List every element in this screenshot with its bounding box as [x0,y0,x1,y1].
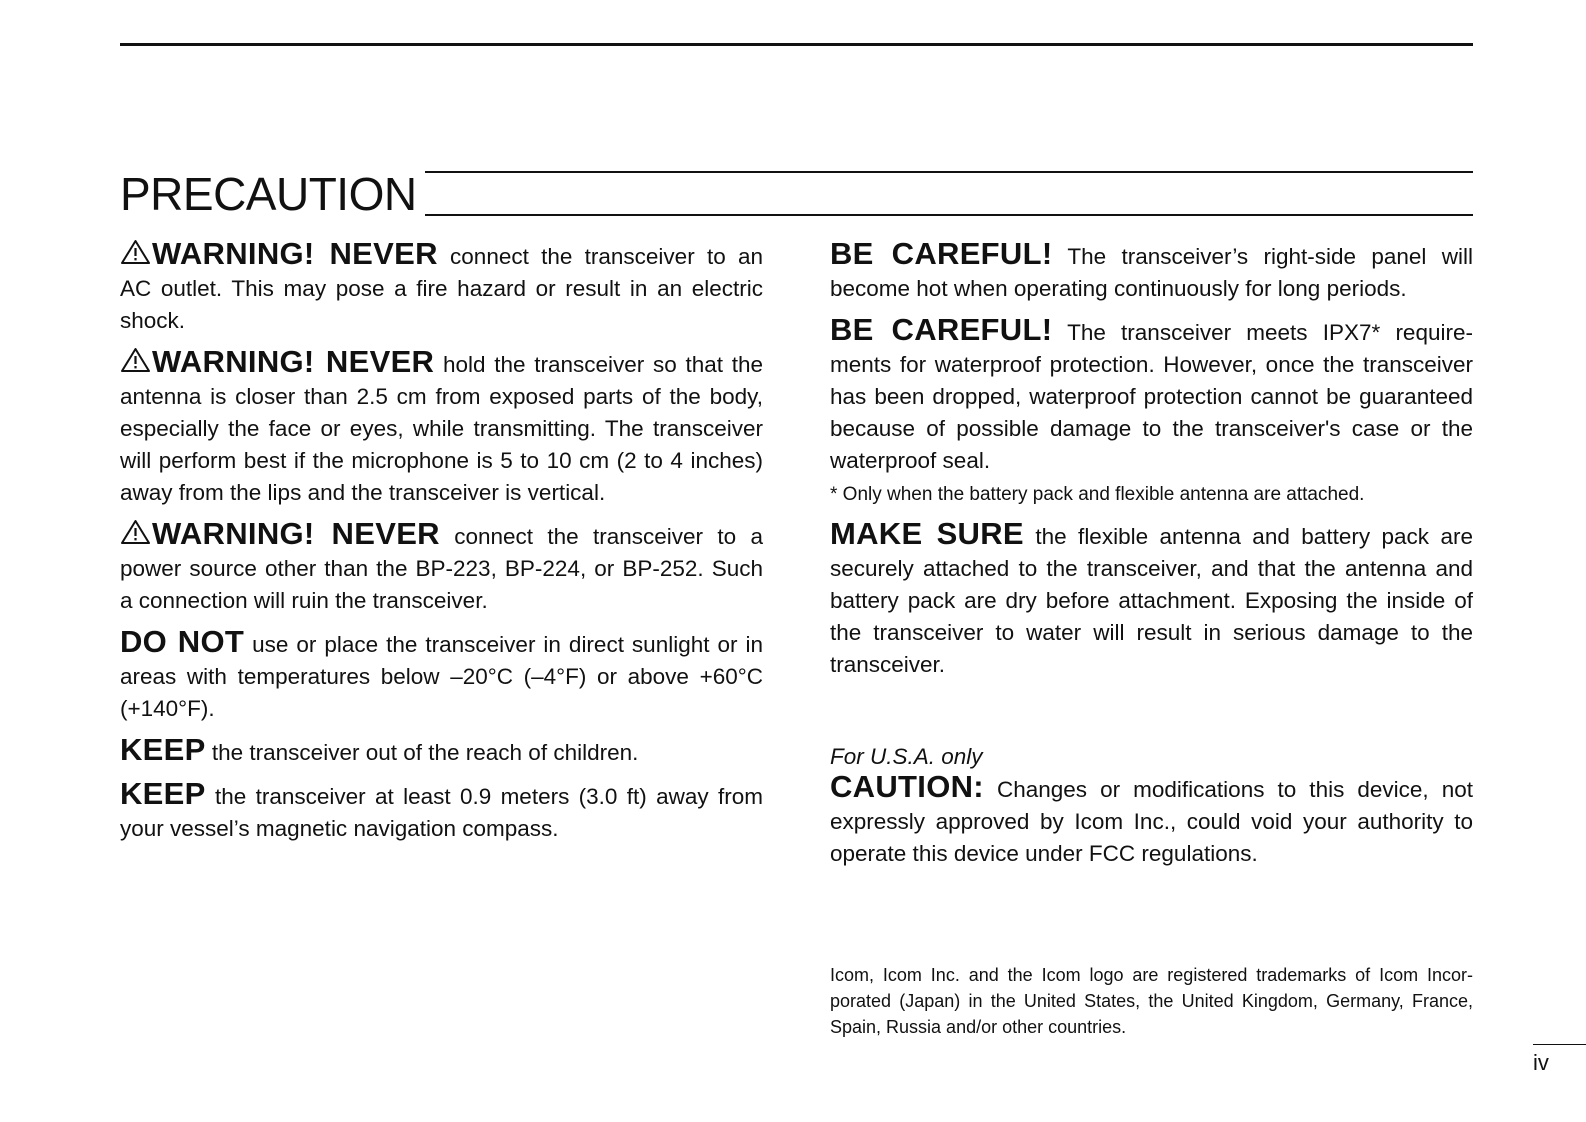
be-careful-hot-panel [830,238,1473,305]
warning-triangle-icon [120,519,151,545]
keep-text: the transceiver out of the reach of children. [205,740,639,765]
be-careful-text: The transceiver meets IPX7* requirements for waterproof protection. However, once the transceiver has been dropped, waterproof protection cannot be guaranteed because of possible damage to the transceiver's case or the waterproof seal. [830,320,1473,473]
caution-text: Changes or modifications to this device, not expressly approved by Icom Inc., could void your authority to operate this device under FCC regulations. [830,777,1473,866]
usa-only-label: For U.S.A. only [830,744,983,769]
ipx7-footnote: * Only when the battery pack and flexible antenna are attached. [830,484,1365,505]
be-careful-lead: BE CAREFUL! [830,236,1053,271]
warning-text: connect the transceiver to an AC outlet. This may pose a fire hazard or result in an electric shock. [120,244,764,333]
keep-text: the transceiver at least 0.9 meters (3.0 ft) away from your vessel’s magnetic navigation compass. [120,784,763,841]
be-careful-text: The transceiver’s right-side panel will become hot when operating continuously for long periods. [830,244,1473,301]
warning-triangle-icon [120,347,151,373]
page-number-rule [1533,1044,1586,1045]
do-not-lead: DO NOT [120,624,245,659]
do-not-text: use or place the transceiver in direct sunlight or in areas with temperatures below –20°C (–4°F) or above +60°C (+140°F). [120,632,763,721]
caution-lead: CAUTION: [830,769,984,804]
do-not-sunlight [120,626,763,725]
fcc-caution [830,771,1473,870]
warning-lead: WARNING! NEVER [152,344,435,379]
warning-triangle-icon [120,239,151,265]
keep-children [120,734,763,769]
make-sure-attachment [830,518,1473,681]
right-column [830,238,1473,879]
top-rule [120,43,1473,46]
left-column [120,238,763,854]
warning-ac-outlet [120,238,763,337]
warning-power-source [120,518,763,617]
warning-lead: WARNING! NEVER [152,516,440,551]
warning-text: hold the transceiver so that the antenna is closer than 2.5 cm from exposed parts of the body, especially the face or eyes, while transmitting. The transceiver will perform best if the microphone is 5 to 10 cm (2 to 4 inches) away from the lips and the transceiver is vertical. [120,352,764,505]
page-title: PRECAUTION [120,168,425,220]
be-careful-waterproof [830,314,1473,477]
warning-lead: WARNING! NEVER [152,236,438,271]
page-number: iv [1533,1050,1549,1075]
keep-compass [120,778,763,845]
keep-lead: KEEP [120,732,206,767]
trademark-notice: Icom, Icom Inc. and the Icom logo are registered trademarks of Icom Incorporated (Japan) in the United States, the United Kingdom, Germany, France, Spain, Russia and/or other countries. [830,965,1473,1037]
make-sure-text: the flexible antenna and battery pack are securely attached to the transceiver, and that the antenna and battery pack are dry before attachment. Exposing the inside of the transceiver to water will result in serious damage to the transceiver. [830,524,1473,677]
keep-lead: KEEP [120,776,206,811]
warning-antenna-distance [120,346,763,509]
be-careful-lead: BE CAREFUL! [830,312,1053,347]
warning-text: connect the transceiver to a power source other than the BP-223, BP-224, or BP-252. Such a connection will ruin the transceiver. [120,524,764,613]
make-sure-lead: MAKE SURE [830,516,1024,551]
